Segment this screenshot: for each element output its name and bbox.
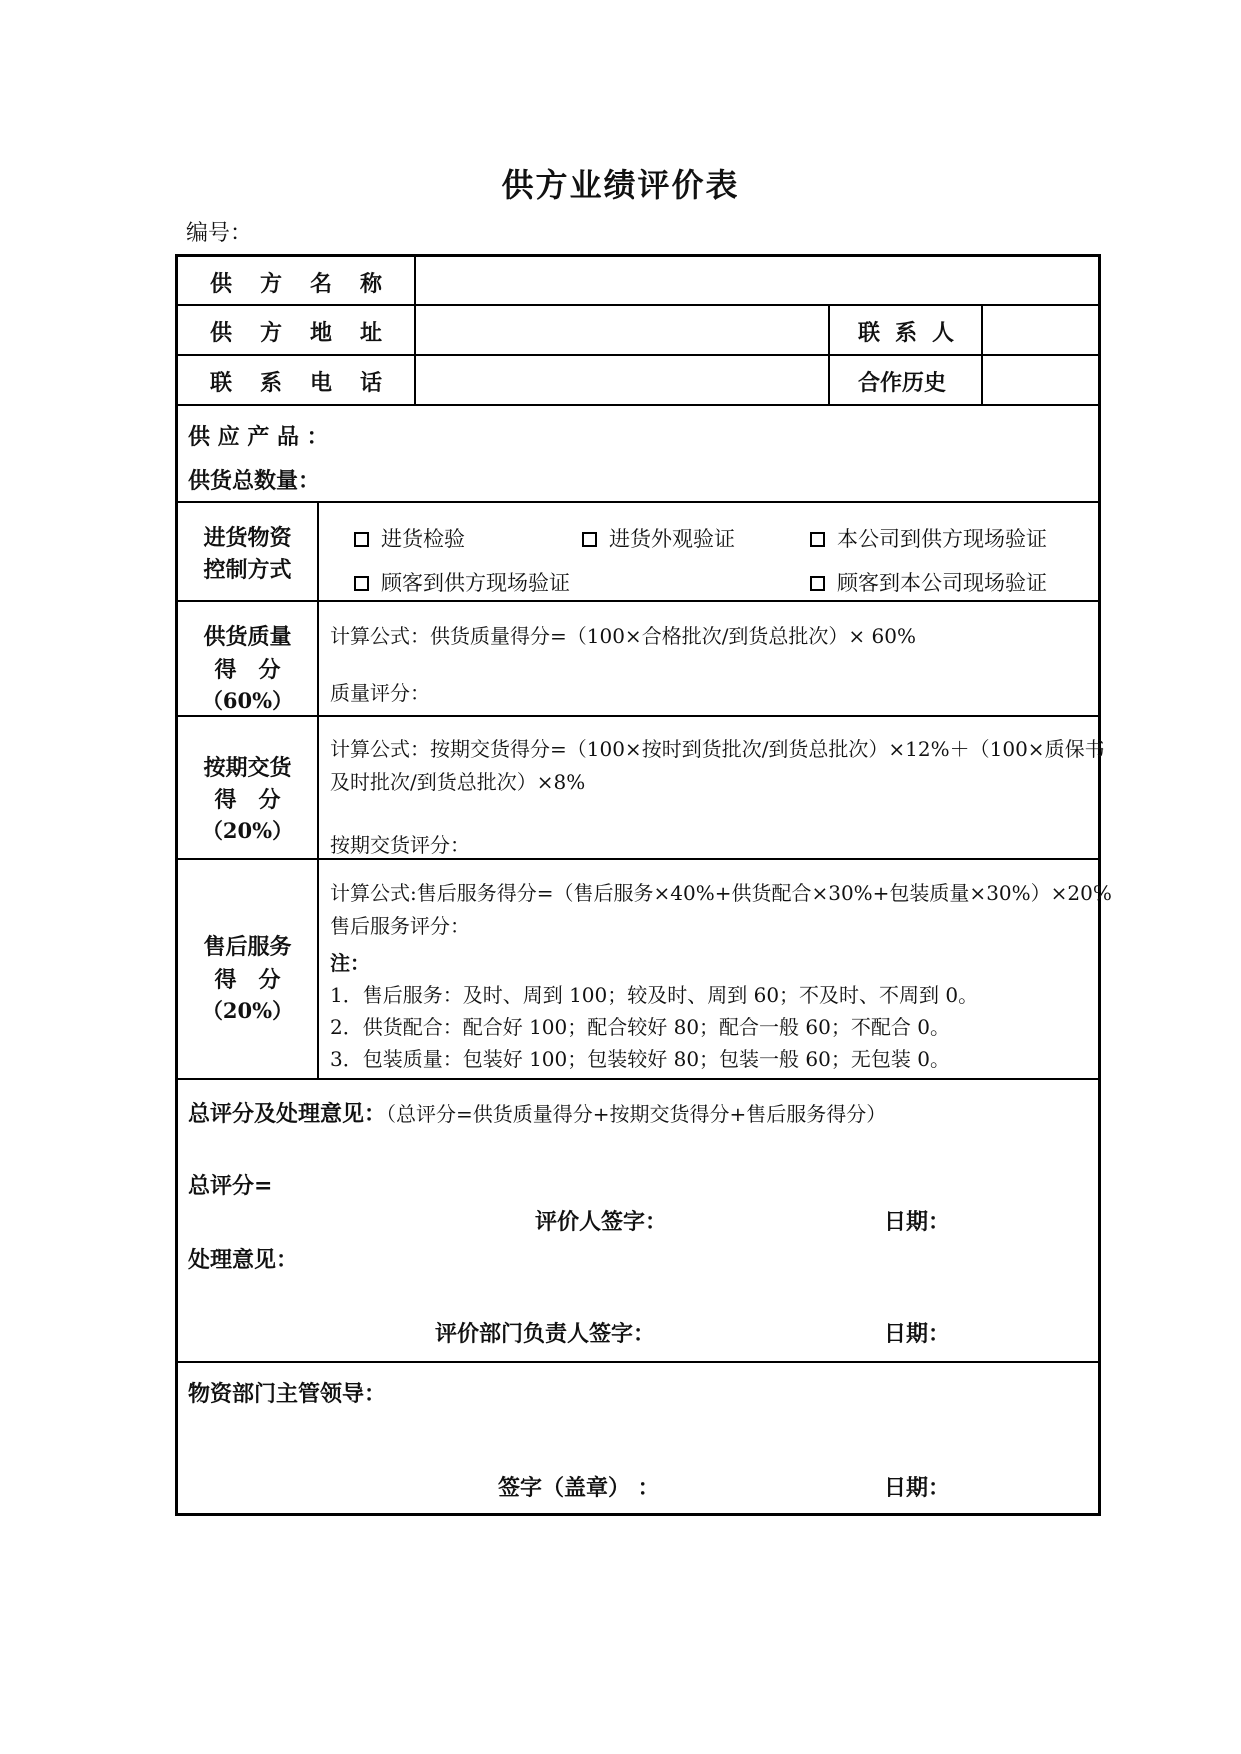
contact-phone-field[interactable] — [416, 356, 828, 404]
incoming-control-label-line1: 进货物资 — [203, 525, 292, 551]
row-divider — [178, 600, 1098, 602]
row-divider — [178, 404, 1098, 406]
delivery-label-line3: （20%） — [201, 818, 294, 843]
service-label-line1: 售后服务 — [203, 934, 292, 960]
cooperation-history-label: 合作历史 — [858, 370, 947, 396]
dept-head-date-label: 日期： — [884, 1321, 951, 1347]
service-note-1: 1．售后服务：及时、周到 100；较及时、周到 60；不及时、不周到 0。 — [330, 983, 979, 1007]
option-customer-to-supplier[interactable]: 顾客到供方现场验证 — [354, 567, 570, 597]
row-divider — [178, 1078, 1098, 1080]
column-divider — [828, 304, 830, 405]
checkbox-icon[interactable] — [810, 576, 825, 591]
row-divider — [178, 501, 1098, 503]
service-label-line3: （20%） — [201, 998, 294, 1023]
cooperation-history-field[interactable] — [983, 356, 1098, 404]
service-note-title: 注： — [330, 951, 370, 975]
option-incoming-inspection[interactable]: 进货检验 — [354, 523, 465, 553]
material-dept-sign-label: 签字（盖章） ： — [498, 1475, 660, 1501]
contact-person-field[interactable] — [983, 306, 1098, 354]
supplier-name-field[interactable] — [416, 257, 1098, 304]
total-heading-line: 总评分及处理意见：（总评分=供货质量得分+按期交货得分+售后服务得分） — [188, 1101, 887, 1127]
quality-label-line3: （60%） — [201, 688, 294, 713]
quality-formula: 计算公式：供货质量得分=（100×合格批次/到货总批次）× 60% — [330, 624, 916, 648]
checkbox-icon[interactable] — [810, 532, 825, 547]
column-divider — [317, 501, 319, 1079]
evaluation-form — [175, 254, 1112, 1516]
service-note-2: 2．供货配合：配合好 100；配合较好 80；配合一般 60；不配合 0。 — [330, 1015, 950, 1039]
incoming-control-label-line2: 控制方式 — [203, 557, 292, 583]
quality-label-line2: 得 分 — [214, 657, 281, 683]
delivery-formula-line1: 计算公式：按期交货得分=（100×按时到货批次/到货总批次）×12%＋（100×质保书 — [330, 737, 1105, 761]
dept-head-sign-label: 评价部门负责人签字： — [435, 1321, 656, 1347]
row-divider — [178, 1361, 1098, 1363]
supplier-address-label: 供 方 地 址 — [210, 320, 382, 346]
service-score-label: 售后服务评分： — [330, 914, 470, 938]
opinion-label: 处理意见： — [188, 1247, 299, 1273]
material-dept-heading: 物资部门主管领导： — [188, 1381, 387, 1407]
service-formula: 计算公式:售后服务得分=（售后服务×40%+供货配合×30%+包装质量×30%）×20% — [330, 881, 1112, 905]
row-divider — [178, 715, 1098, 717]
supplier-name-label: 供 方 名 称 — [210, 271, 382, 297]
contact-person-label: 联 系 人 — [858, 320, 954, 346]
evaluator-sign-label: 评价人签字： — [535, 1209, 668, 1235]
total-score-label: 总评分= — [188, 1173, 273, 1199]
checkbox-icon[interactable] — [354, 576, 369, 591]
delivery-label-line1: 按期交货 — [203, 755, 292, 781]
total-quantity-label: 供货总数量： — [188, 468, 321, 494]
form-title: 供方业绩评价表 — [501, 166, 740, 204]
material-dept-date-label: 日期： — [884, 1475, 951, 1501]
supplier-address-field[interactable] — [416, 306, 828, 354]
delivery-score-label: 按期交货评分： — [330, 833, 470, 857]
option-incoming-appearance[interactable]: 进货外观验证 — [582, 523, 735, 553]
option-company-onsite[interactable]: 本公司到供方现场验证 — [810, 523, 1047, 553]
contact-phone-label: 联 系 电 话 — [210, 370, 382, 396]
delivery-label-line2: 得 分 — [214, 787, 281, 813]
quality-label-line1: 供货质量 — [203, 624, 292, 650]
row-divider — [178, 858, 1098, 860]
products-label: 供 应 产 品 ： — [188, 424, 329, 450]
doc-number-label: 编号： — [186, 221, 253, 246]
service-label-line2: 得 分 — [214, 967, 281, 993]
delivery-formula-line2: 及时批次/到货总批次）×8% — [330, 770, 586, 794]
option-customer-to-company[interactable]: 顾客到本公司现场验证 — [810, 567, 1047, 597]
quality-score-label: 质量评分： — [330, 681, 430, 705]
checkbox-icon[interactable] — [582, 532, 597, 547]
checkbox-icon[interactable] — [354, 532, 369, 547]
evaluator-date-label: 日期： — [884, 1209, 951, 1235]
service-note-3: 3．包装质量：包装好 100；包装较好 80；包装一般 60；无包装 0。 — [330, 1047, 950, 1071]
